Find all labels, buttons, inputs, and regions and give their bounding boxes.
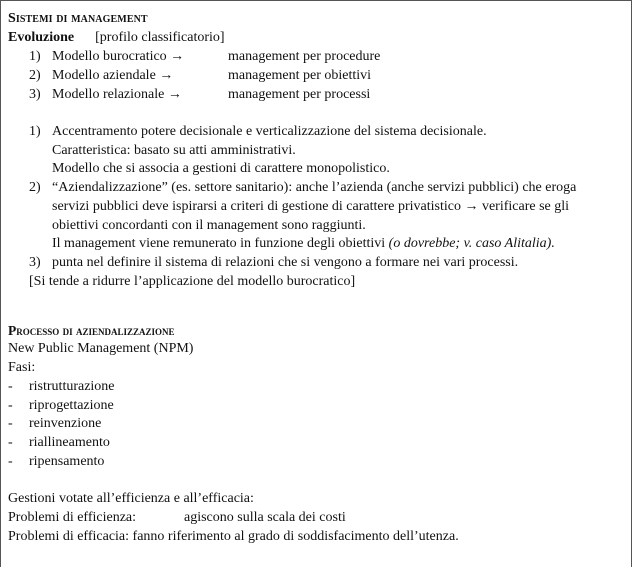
phase-item-5: ripensamento: [29, 454, 105, 469]
model-result-3: management per processi: [228, 87, 371, 102]
detail-3-line-1: punta nel definire il sistema di relazioni che si vengono a formare nei vari processi.: [52, 255, 519, 270]
detail-1-line-2: Caratteristica: basato su atti amministrativi.: [52, 143, 296, 158]
phases-label: Fasi:: [8, 360, 36, 375]
efficacy-line: Problemi di efficacia: fanno riferimento al grado di soddisfacimento dell’utenza.: [8, 529, 459, 544]
detail-num-1: 1): [29, 124, 41, 139]
phase-item-3: reinvenzione: [29, 416, 102, 431]
section-title-processo: Processo di aziendalizzazione: [8, 323, 175, 338]
phase-bullet-5: -: [8, 454, 13, 469]
detail-note: [Si tende a ridurre l’applicazione del modello burocratico]: [29, 274, 356, 289]
phase-item-1: ristrutturazione: [29, 379, 115, 394]
model-num-3: 3): [29, 87, 41, 102]
phase-item-2: riprogettazione: [29, 398, 114, 413]
efficiency-text: agiscono sulla scala dei costi: [184, 510, 346, 525]
model-name-2: Modello aziendale →: [52, 68, 174, 83]
evolution-label: Evoluzione: [8, 30, 75, 45]
detail-2-line-3: obiettivi concordanti con il management sono raggiunti.: [52, 218, 366, 233]
evolution-note: [profilo classificatorio]: [95, 30, 225, 45]
model-name-3: Modello relazionale →: [52, 87, 182, 102]
detail-num-2: 2): [29, 180, 41, 195]
model-result-1: management per procedure: [228, 49, 381, 64]
section-title-sistemi: Sistemi di management: [8, 11, 148, 26]
evolution-line: [8, 29, 225, 47]
detail-1-line-1: Accentramento potere decisionale e verticalizzazione del sistema decisionale.: [52, 124, 487, 139]
detail-2-line-1: “Aziendalizzazione” (es. settore sanitario): anche l’azienda (anche servizi pubblici) che eroga: [52, 180, 577, 195]
phase-bullet-2: -: [8, 398, 13, 413]
model-name-1: Modello burocratico →: [52, 49, 185, 64]
phase-bullet-4: -: [8, 435, 13, 450]
model-num-1: 1): [29, 49, 41, 64]
detail-2-line-4: [52, 235, 555, 253]
phase-item-4: riallineamento: [29, 435, 110, 450]
detail-2-line-4-text: Il management viene remunerato in funzione degli obiettivi: [52, 236, 386, 251]
phase-bullet-3: -: [8, 416, 13, 431]
model-result-2: management per obiettivi: [228, 68, 372, 83]
detail-2-line-2: servizi pubblici deve ispirarsi a criteri di gestione di carattere privatistico → verificare se gli: [52, 199, 570, 214]
efficiency-label: Problemi di efficienza:: [8, 510, 137, 525]
detail-1-line-3: Modello che si associa a gestioni di carattere monopolistico.: [52, 161, 390, 176]
model-num-2: 2): [29, 68, 41, 83]
phase-bullet-1: -: [8, 379, 13, 394]
detail-2-line-4-italic: (o dovrebbe; v. caso Alitalia).: [388, 236, 555, 251]
detail-num-3: 3): [29, 255, 41, 270]
gestioni-line: Gestioni votate all’efficienza e all’efficacia:: [8, 491, 254, 506]
npm-line: New Public Management (NPM): [8, 341, 194, 356]
